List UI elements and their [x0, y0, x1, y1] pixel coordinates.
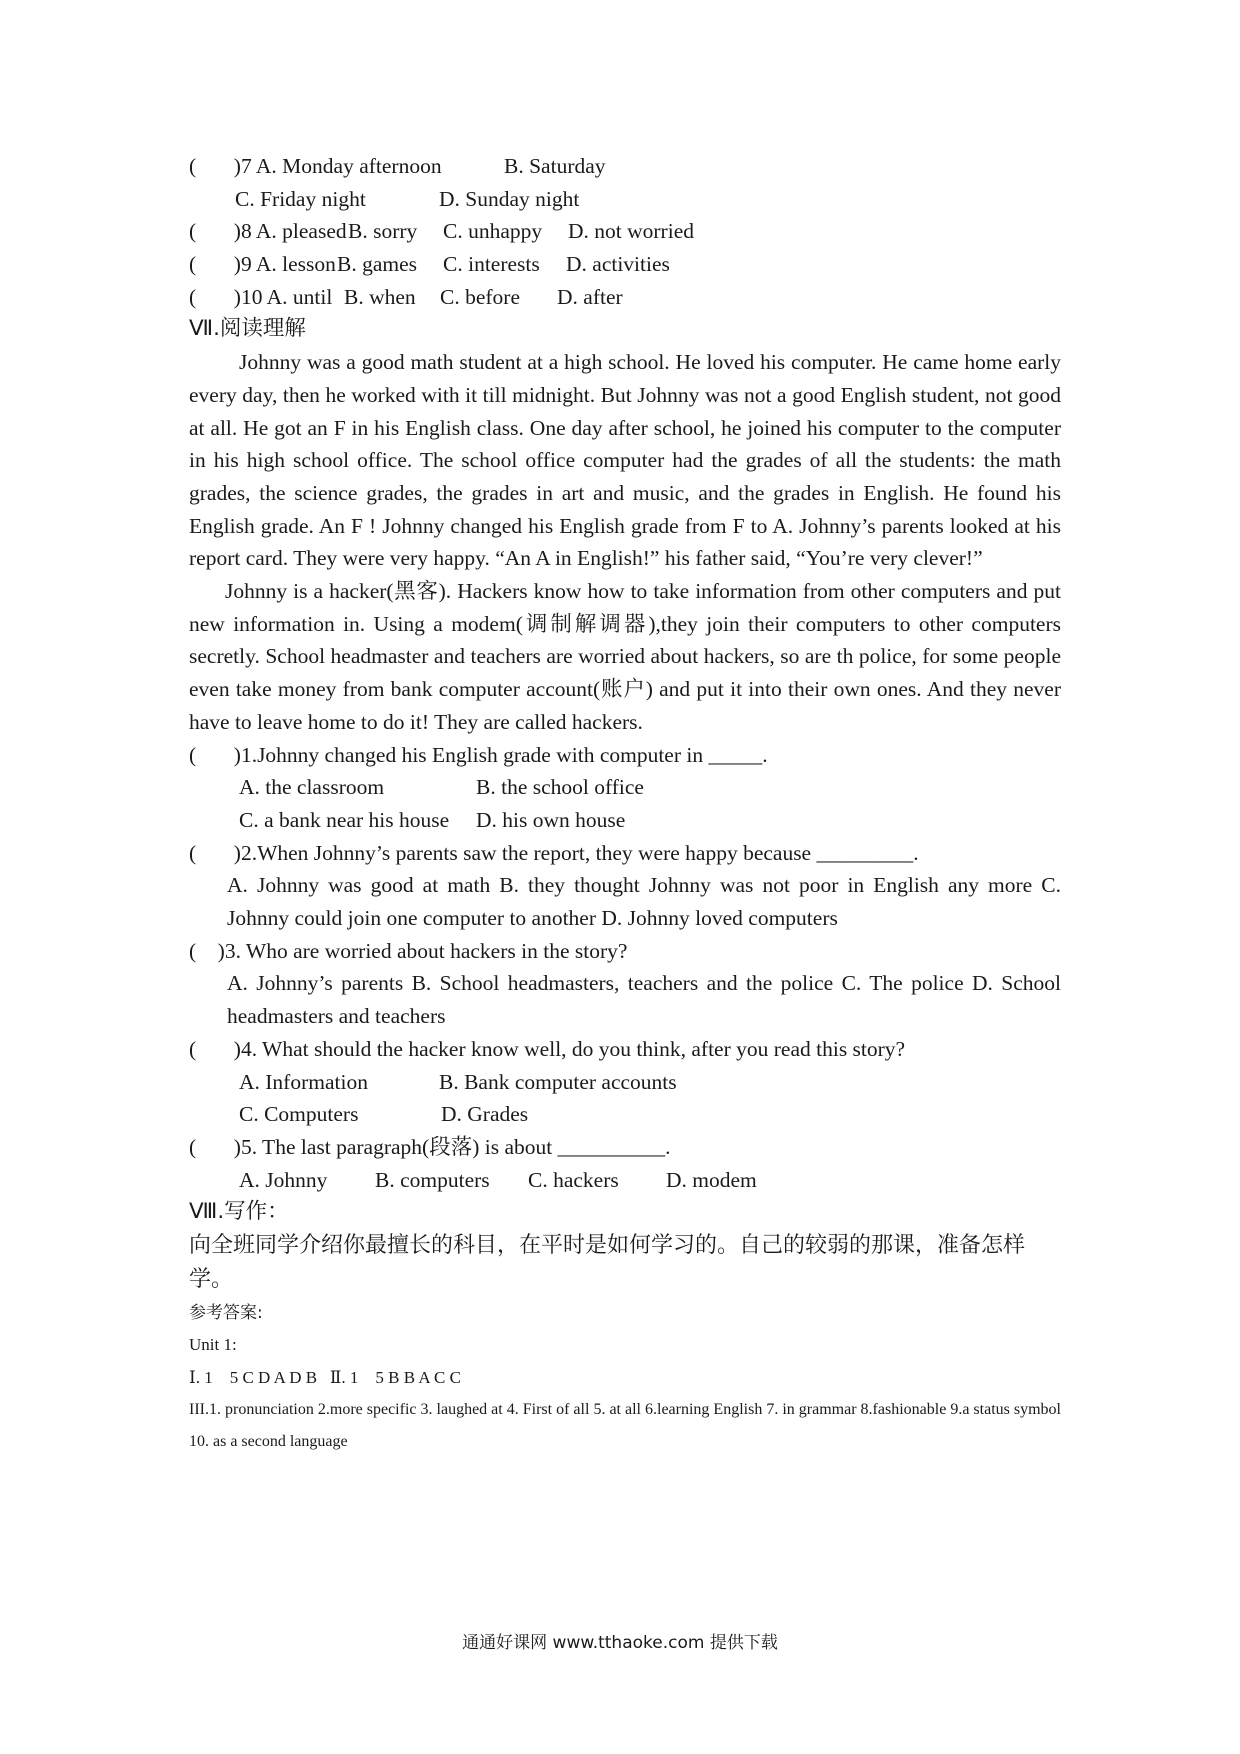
option-b: B. the school office: [476, 775, 644, 800]
option-c: C. a bank near his house: [239, 807, 450, 832]
reading-q1-stem: [189, 739, 1061, 772]
reading-q4-row1: [189, 1066, 1061, 1099]
cloze-q7-row2: [189, 183, 1061, 216]
cloze-q8-option-b: B. sorry: [348, 219, 418, 244]
cloze-q7-option-a: ( )7 A. Monday afternoon: [189, 154, 442, 178]
cloze-q10-option-d: D. after: [557, 284, 623, 309]
cloze-q9-option-d: D. activities: [566, 252, 670, 277]
reading-q1-row1: [189, 771, 1061, 804]
cloze-q7-option-c: C. Friday night: [235, 186, 366, 211]
reading-q5-options: [189, 1164, 1061, 1197]
reading-paragraph-1: Johnny was a good math student at a high school. He loved his computer. He came home early every day, then he worked with it till midnight. But Johnny was not a good English student, not good at all. He got an F in his English class. One day after school, he joined his computer to the computer in his high school office. The school office computer had the grades of all the students: the math grades, the science grades, the grades in art and music, and the grades in English. He found his English grade. An F ! Johnny changed his English grade from F to A. Johnny’s parents looked at his report card. They were very happy. “An A in English!” his father said, “You’re very clever!”: [189, 350, 1061, 571]
option-c: C. hackers: [528, 1167, 619, 1192]
reading-q3-options: A. Johnny’s parents B. School headmasters, teachers and the police C. The police D. School headmasters and teachers: [227, 971, 1061, 1029]
cloze-q8: [189, 215, 1061, 248]
writing-prompt: 向全班同学介绍你最擅长的科目，在平时是如何学习的。自己的较弱的那课，准备怎样学。: [189, 1232, 1026, 1292]
cloze-q9-option-b: B. games: [337, 252, 418, 277]
option-d: D. Grades: [441, 1102, 529, 1127]
cloze-q8-option-d: D. not worried: [568, 219, 694, 244]
answers-unit: Unit 1:: [189, 1335, 237, 1355]
question-stem: ( )3. Who are worried about hackers in the story?: [189, 938, 628, 963]
option-b: B. computers: [375, 1167, 490, 1192]
reading-q3-stem: [189, 935, 1061, 968]
cloze-q10-option-a: ( )10 A. until: [189, 284, 333, 309]
worksheet-page: [189, 150, 1061, 1458]
option-a: A. the classroom: [239, 775, 385, 800]
reading-q2-stem: [189, 837, 1061, 870]
cloze-q7-option-b: B. Saturday: [504, 154, 606, 178]
cloze-q9-option-a: ( )9 A. lesson: [189, 252, 336, 277]
writing-heading: Ⅷ.写作：: [189, 1199, 289, 1225]
question-stem: ( )2.When Johnny’s parents saw the report, they were happy because _________.: [189, 840, 919, 865]
question-stem: ( )5. The last paragraph(段落) is about __________.: [189, 1134, 671, 1159]
question-stem: ( )4. What should the hacker know well, do you think, after you read this story?: [189, 1036, 906, 1061]
cloze-q7-option-d: D. Sunday night: [439, 186, 580, 211]
cloze-q10-option-c: C. before: [440, 284, 520, 309]
reading-q5-stem: [189, 1131, 1061, 1164]
reading-heading: Ⅶ.阅读理解: [189, 316, 306, 342]
option-b: B. Bank computer accounts: [439, 1069, 677, 1094]
option-d: D. modem: [666, 1167, 757, 1192]
reading-paragraph-2: Johnny is a hacker(黑客). Hackers know how to take information from other computers and put new information in. Using a modem(调制解调器),they join their computers to other computers secretly. School headmaster and teachers are worried about hackers, so are th police, for some people even take money from bank computer account(账户) and put it into their own ones. And they never have to leave home to do it! They are called hackers.: [189, 579, 1061, 734]
option-d: D. his own house: [476, 807, 626, 832]
answers-heading: 参考答案:: [189, 1302, 263, 1323]
cloze-q8-option-a: ( )8 A. pleased: [189, 219, 347, 244]
cloze-q9: [189, 248, 1061, 281]
answers-line-1: Ⅰ. 1 5 C D A D B Ⅱ. 1 5 B B A C C: [189, 1367, 461, 1387]
reading-q2-options: A. Johnny was good at math B. they thought Johnny was not poor in English any more C. Johnny could join one computer to another D. Johnny loved computers: [227, 873, 1061, 931]
answers-line-2: III.1. pronunciation 2.more specific 3. laughed at 4. First of all 5. at all 6.learning English 7. in grammar 8.fashionable 9.a status symbol 10. as a second language: [189, 1401, 1061, 1451]
cloze-q8-option-c: C. unhappy: [443, 219, 543, 244]
cloze-q10: [189, 281, 1061, 314]
reading-q4-stem: [189, 1033, 1061, 1066]
option-a: A. Information: [239, 1069, 368, 1094]
option-a: A. Johnny: [239, 1167, 328, 1192]
cloze-q9-option-c: C. interests: [443, 252, 540, 277]
reading-q4-row2: [189, 1098, 1061, 1131]
cloze-q10-option-b: B. when: [344, 284, 416, 309]
question-stem: ( )1.Johnny changed his English grade with computer in _____.: [189, 742, 768, 767]
option-c: C. Computers: [239, 1102, 359, 1127]
reading-q1-row2: [189, 804, 1061, 837]
footer-source: 通通好课网 www.tthaoke.com 提供下载: [462, 1633, 778, 1653]
cloze-q7-row1: [189, 150, 1061, 183]
